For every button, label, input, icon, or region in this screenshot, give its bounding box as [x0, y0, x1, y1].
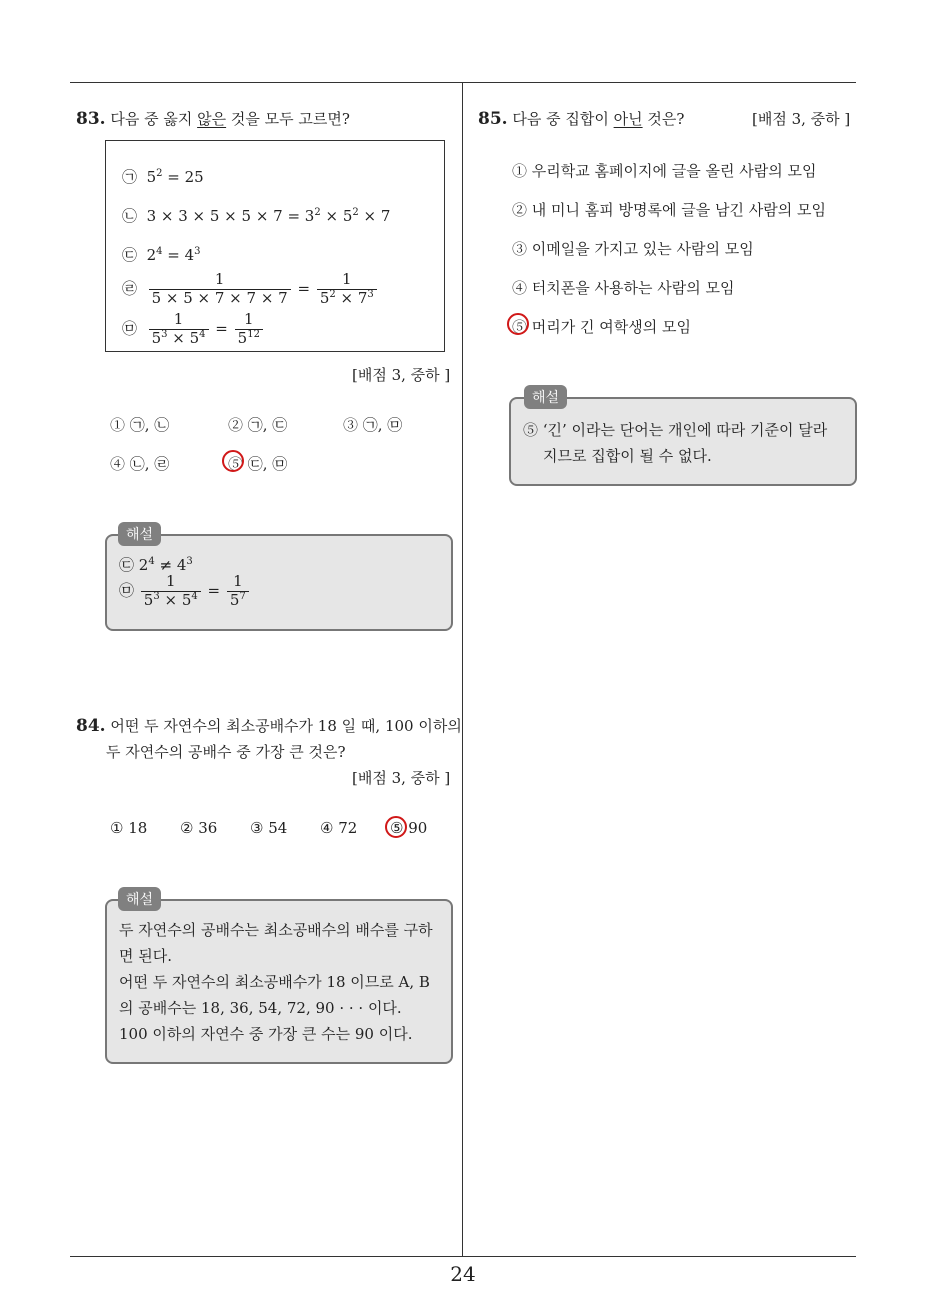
q83-option-5[interactable]: ⑤ ㉢, ㉤ [228, 455, 288, 473]
q85-option-1[interactable]: ① 우리학교 홈페이지에 글을 올린 사람의 모임 [512, 162, 817, 180]
q84-option-3[interactable]: ③ 54 [250, 819, 288, 837]
q84-option-4[interactable]: ④ 72 [320, 819, 358, 837]
page-number: 24 [450, 1262, 476, 1286]
q84-solution-label: 해설 [118, 887, 161, 911]
q85-option-2[interactable]: ② 내 미니 홈피 방명록에 글을 남긴 사람의 모임 [512, 201, 826, 219]
q85-solution-box [509, 397, 857, 486]
q83-option-3[interactable]: ③ ㉠, ㉤ [343, 416, 403, 434]
q84-answer-circle-mark [385, 816, 407, 838]
q83-underlined-word: 않은 [197, 110, 227, 128]
q84-question-line-1: 84. 어떤 두 자연수의 최소공배수가 18 일 때, 100 이하의 [76, 716, 462, 736]
q83-item-b: ㉡ $3 \times 3 \times 5 \times 5 \times 7 = 3^2 \times 5^2 \times 7$ [122, 207, 391, 225]
q84-number: 84. [76, 716, 106, 736]
q83-option-2[interactable]: ② ㉠, ㉢ [228, 416, 288, 434]
q84-solution-line-5: 100 이하의 자연수 중 가장 큰 수는 90 이다. [119, 1025, 413, 1043]
q84-option-1[interactable]: ① 18 [110, 819, 148, 837]
q85-option-4[interactable]: ④ 터치폰을 사용하는 사람의 모임 [512, 279, 735, 297]
q85-option-3[interactable]: ③ 이메일을 가지고 있는 사람의 모임 [512, 240, 754, 258]
q83-item-a: ㉠ $5^2 = 25$ [122, 168, 204, 186]
q83-solution-line-2: ㉤ $\frac{1}{5^3 \times 5^4}$ = $\frac{1}{5^7}$ [119, 574, 251, 609]
q85-solution-line-2: 지므로 집합이 될 수 없다. [543, 447, 712, 465]
q85-underlined-word: 아닌 [613, 110, 643, 128]
q83-item-c: ㉢ $2^4 = 4^3$ [122, 246, 201, 264]
bottom-rule [70, 1256, 856, 1257]
q83-option-4[interactable]: ④ ㉡, ㉣ [110, 455, 170, 473]
q84-score: [배점 3, 중하 ] [352, 769, 451, 787]
q84-question-line-2: 두 자연수의 공배수 중 가장 큰 것은? [106, 743, 346, 761]
q85-solution-label: 해설 [524, 385, 567, 409]
q83-option-1[interactable]: ① ㉠, ㉡ [110, 416, 170, 434]
q83-question: 83. 다음 중 옳지 않은 것을 모두 고르면? [76, 109, 350, 129]
top-rule [70, 82, 856, 83]
q83-score: [배점 3, 중하 ] [352, 366, 451, 384]
q83-item-e: ㉤ $\frac{1}{5^3 \times 5^4}$ = $\frac{1}{5^{12}}$ [122, 312, 265, 347]
q84-option-2[interactable]: ② 36 [180, 819, 218, 837]
q85-solution-line-1: ⑤ ‘긴’ 이라는 단어는 개인에 따라 기준이 달라 [523, 421, 828, 439]
q84-solution-line-3: 어떤 두 자연수의 최소공배수가 18 이므로 A, B [119, 973, 430, 991]
q83-answer-circle-mark [222, 450, 244, 472]
q85-number: 85. [478, 109, 508, 129]
q84-solution-line-2: 면 된다. [119, 947, 173, 965]
q84-solution-line-4: 의 공배수는 18, 36, 54, 72, 90 · · · 이다. [119, 999, 402, 1017]
q85-option-5[interactable]: ⑤ 머리가 긴 여학생의 모임 [512, 318, 691, 336]
q84-option-5[interactable]: ⑤ 90 [390, 819, 428, 837]
q85-answer-circle-mark [507, 313, 529, 335]
q83-solution-label: 해설 [118, 522, 161, 546]
q83-number: 83. [76, 109, 106, 129]
q84-solution-line-1: 두 자연수의 공배수는 최소공배수의 배수를 구하 [119, 921, 433, 939]
q84-solution-box [105, 899, 453, 1064]
q83-solution-box [105, 534, 453, 631]
q83-solution-line-1: ㉢ $2^4 \ne 4^3$ [119, 556, 193, 574]
q83-item-d: ㉣ $\frac{1}{5 \times 5 \times 7 \times 7 \times 7}$ = $\frac{1}{5^2 \times 7^3}$ [122, 272, 379, 307]
q85-question: 85. 다음 중 집합이 아닌 것은? [478, 109, 685, 129]
column-divider [462, 82, 463, 1256]
q85-score: [배점 3, 중하 ] [752, 110, 851, 128]
